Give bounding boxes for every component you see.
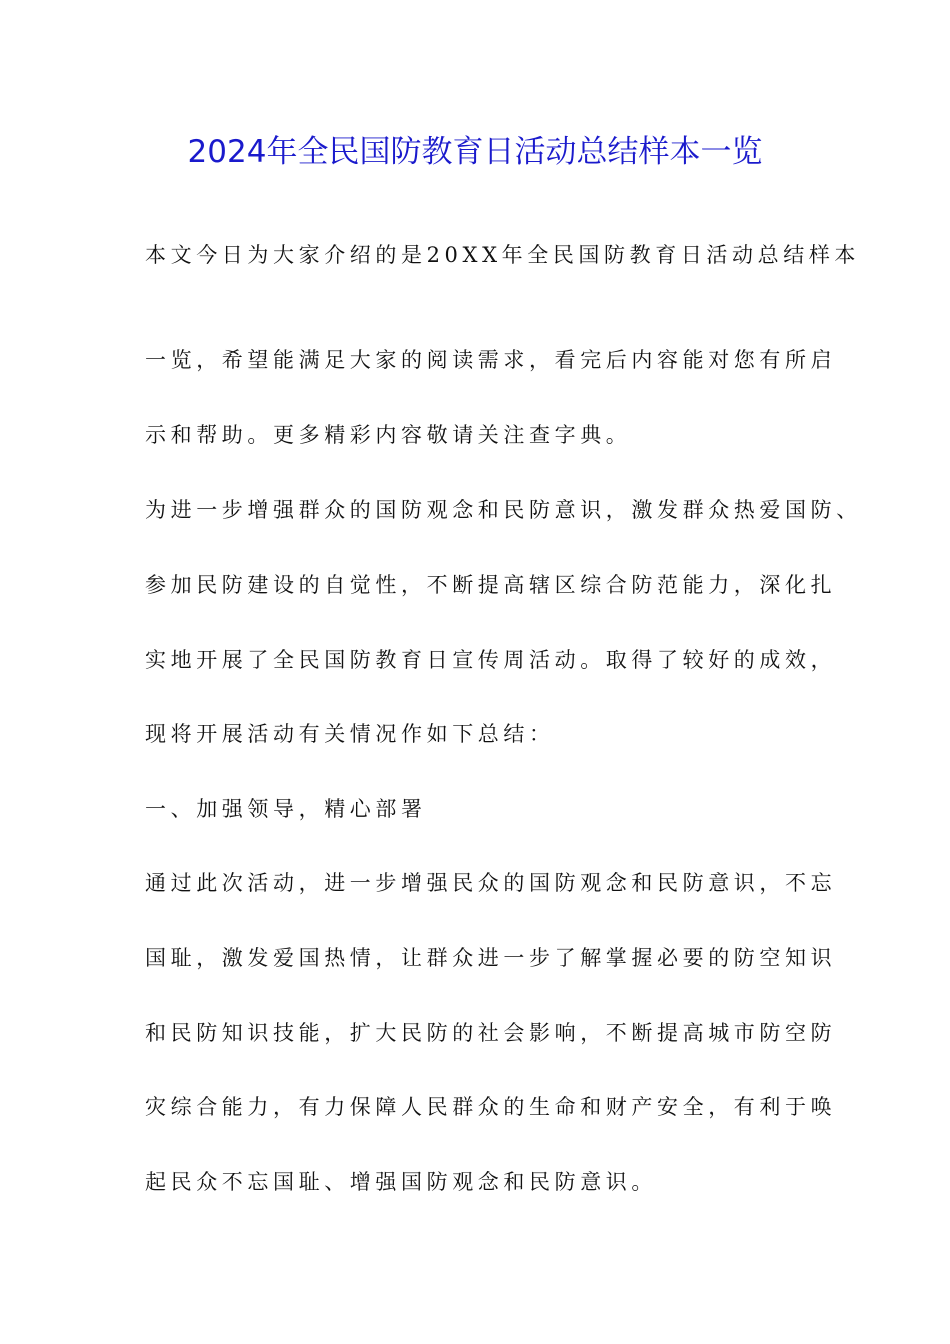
paragraph-1-line-1: 为进一步增强群众的国防观念和民防意识，激发群众热爱国防、 [145,498,862,522]
paragraph-2-line-1: 通过此次活动，进一步增强民众的国防观念和民防意识，不忘 [145,871,837,895]
paragraph-2-line-5: 起民众不忘国耻、增强国防观念和民防意识。 [145,1170,657,1194]
section-heading: 一、加强领导，精心部署 [145,797,427,821]
paragraph-2-line-3: 和民防知识技能，扩大民防的社会影响，不断提高城市防空防 [145,1021,837,1045]
paragraph-2-line-4: 灾综合能力，有力保障人民群众的生命和财产安全，有利于唤 [145,1095,837,1119]
paragraph-1-line-2: 参加民防建设的自觉性，不断提高辖区综合防范能力，深化扎 [145,573,837,597]
paragraph-1-line-3: 实地开展了全民国防教育日宣传周活动。取得了较好的成效， [145,648,837,672]
paragraph-2-line-2: 国耻，激发爱国热情，让群众进一步了解掌握必要的防空知识 [145,946,837,970]
document-title: 2024年全民国防教育日活动总结样本一览 [187,134,763,170]
intro-line-2: 一览，希望能满足大家的阅读需求，看完后内容能对您有所启 [145,348,837,372]
intro-line-3: 示和帮助。更多精彩内容敬请关注查字典。 [145,423,632,447]
paragraph-1-line-4: 现将开展活动有关情况作如下总结： [145,722,555,746]
intro-line-1: 本文今日为大家介绍的是20XX年全民国防教育日活动总结样本 [145,243,861,267]
